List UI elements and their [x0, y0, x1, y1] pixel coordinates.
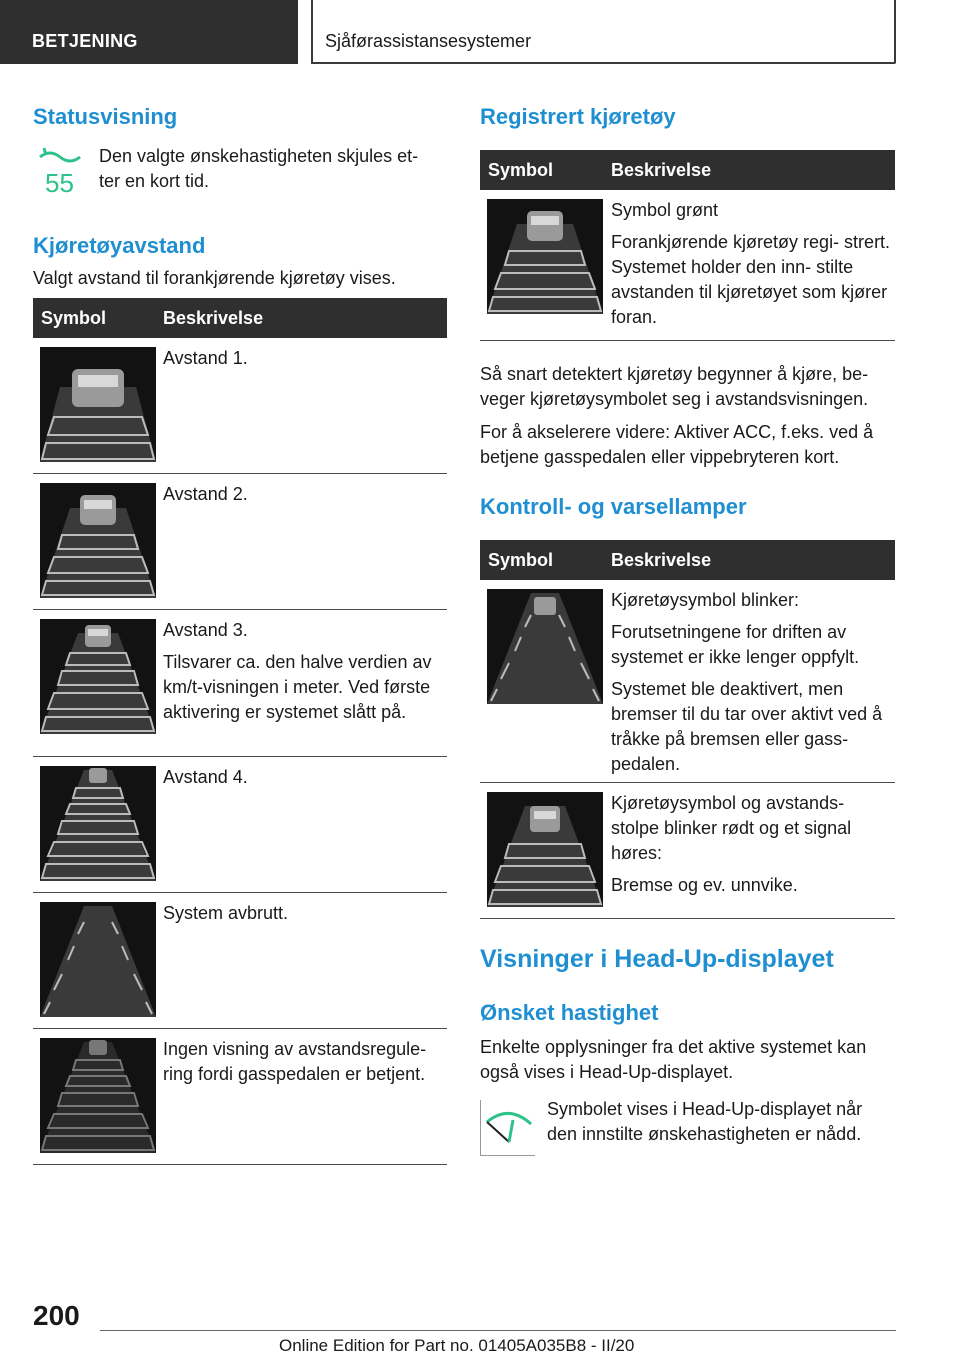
kjoretoyavstand-title: Kjøretøyavstand	[33, 233, 206, 258]
hud-icon-text: Symbolet vises i Head-Up-displayet når den innstilte ønskehastigheten er nådd.	[547, 1099, 863, 1144]
col-description: Beskrivelse	[611, 550, 712, 570]
registrert-table-header	[480, 150, 895, 190]
footer-edition: Online Edition for Part no. 01405A035B8 - II/20	[279, 1336, 635, 1355]
footer-divider	[100, 1330, 896, 1331]
avstand-row-1	[33, 338, 447, 474]
avstand-4-text: Avstand 4.	[163, 767, 248, 787]
kontroll-row-2	[480, 783, 895, 919]
registrert-row	[480, 190, 895, 341]
col-symbol: Symbol	[488, 550, 554, 570]
col-symbol: Symbol	[41, 308, 107, 328]
statusvisning-title: Statusvisning	[33, 104, 178, 129]
kontroll-1-cause: Forutsetningene for driften av systemet er ikke lenger oppfylt.	[611, 622, 860, 667]
registrert-detail: Forankjørende kjøretøy regi- strert. Systemet holder den inn- stilte avstanden til kjøretøyet som kjører foran.	[611, 232, 891, 327]
avstand-2-text: Avstand 2.	[163, 484, 248, 504]
kontroll-title: Kontroll- og varsellamper	[480, 494, 747, 519]
avstand-5-text: System avbrutt.	[163, 903, 289, 923]
set-speed-icon	[36, 145, 86, 195]
collision-warning-icon	[487, 792, 603, 907]
vehicle-blinking-icon	[487, 589, 603, 704]
kontroll-row-1	[480, 580, 895, 783]
kjoretoyavstand-intro: Valgt avstand til forankjørende kjøretøy vises.	[33, 268, 396, 288]
header-chapter-label: Sjåførassistansesystemer	[325, 31, 532, 51]
hud-title: Visninger i Head-Up-displayet	[480, 945, 834, 973]
hud-subtitle: Ønsket hastighet	[480, 1000, 659, 1025]
kontroll-2-action: Bremse og ev. unnvike.	[611, 875, 798, 895]
registrert-para-1: Så snart detektert kjøretøy begynner å kjøre, be- veger kjøretøysymbolet seg i avstandsvisningen.	[480, 364, 869, 409]
vehicle-detected-icon	[487, 199, 603, 314]
col-description: Beskrivelse	[163, 308, 264, 328]
hud-speed-reached-icon	[480, 1100, 535, 1156]
avstand-1-text: Avstand 1.	[163, 348, 248, 368]
col-symbol: Symbol	[488, 160, 554, 180]
col-description: Beskrivelse	[611, 160, 712, 180]
distance-2-icon	[40, 483, 156, 598]
kontroll-1-action: Systemet ble deaktivert, men bremser til du tar over aktivt ved å tråkke på bremsen eller gass- pedalen.	[611, 679, 883, 774]
page-number: 200	[33, 1300, 80, 1331]
header-section-tab	[0, 0, 298, 64]
registrert-title: Registrert kjøretøy	[480, 104, 676, 129]
distance-4-icon	[40, 766, 156, 881]
header-section-label: BETJENING	[32, 31, 138, 51]
avstand-table-header	[33, 298, 447, 338]
registrert-para-2: For å akselerere videre: Aktiver ACC, f.eks. ved å betjene gasspedalen eller vippebryteren kort.	[480, 422, 874, 467]
statusvisning-text: Den valgte ønskehastigheten skjules et- ter en kort tid.	[99, 146, 419, 191]
kontroll-2-heading: Kjøretøysymbol og avstands- stolpe blinker rødt og et signal høres:	[611, 793, 852, 863]
distance-1-icon	[40, 347, 156, 462]
distance-3-icon	[40, 619, 156, 734]
avstand-3-text: Avstand 3.	[163, 620, 248, 640]
avstand-row-6	[33, 1029, 447, 1165]
header-chapter-box	[311, 0, 896, 64]
distance-inactive-icon	[40, 1038, 156, 1153]
avstand-row-2	[33, 474, 447, 610]
avstand-6-text: Ingen visning av avstandsregule- ring fordi gasspedalen er betjent.	[163, 1039, 427, 1084]
avstand-row-5	[33, 893, 447, 1029]
set-speed-value: 55	[45, 168, 74, 195]
avstand-3-detail: Tilsvarer ca. den halve verdien av km/t-visningen i meter. Ved første aktivering er systemet slått på.	[163, 652, 432, 722]
hud-text: Enkelte opplysninger fra det aktive systemet kan også vises i Head-Up-displayet.	[480, 1037, 867, 1082]
avstand-row-3	[33, 610, 447, 757]
avstand-row-4	[33, 757, 447, 893]
system-interrupted-icon	[40, 902, 156, 1017]
kontroll-table-header	[480, 540, 895, 580]
registrert-symbol-text: Symbol grønt	[611, 200, 719, 220]
kontroll-1-heading: Kjøretøysymbol blinker:	[611, 590, 800, 610]
